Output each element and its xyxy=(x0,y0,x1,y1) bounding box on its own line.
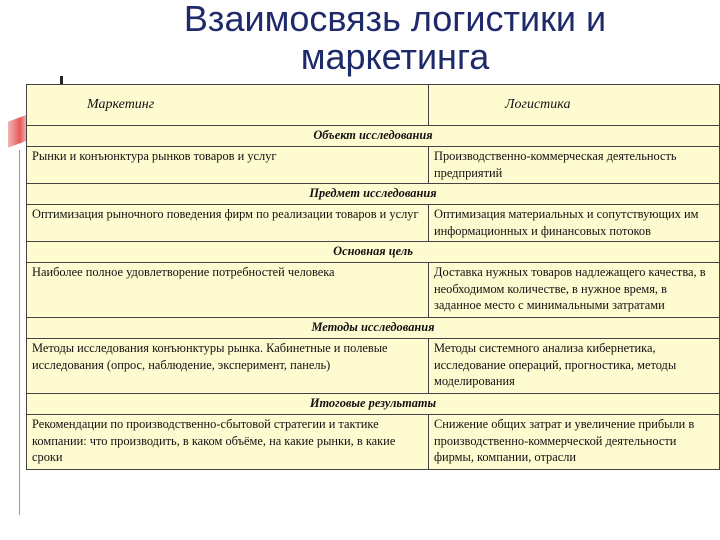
table-row xyxy=(27,205,720,242)
comparison-table xyxy=(26,84,720,470)
slide-title: Взаимосвязь логистики и маркетинга xyxy=(183,0,607,77)
table-row xyxy=(27,147,720,184)
logistics-cell: Доставка нужных товаров надлежащего качества, в необходимом количестве, в нужное время, в заданное место с минимальными затратами xyxy=(429,263,720,318)
table-header-row xyxy=(27,85,720,126)
comparison-table-grid xyxy=(26,84,720,470)
decorative-red-accent xyxy=(8,114,28,147)
section-heading-row xyxy=(27,184,720,205)
marketing-cell: Рекомендации по производственно-сбытовой стратегии и тактике компании: что производить, в каком объёме, на какие рынки, в какие сроки xyxy=(27,415,429,470)
marketing-cell: Рынки и конъюнктура рынков товаров и услуг xyxy=(27,147,429,184)
marketing-cell: Наиболее полное удовлетворение потребностей человека xyxy=(27,263,429,318)
section-heading-row xyxy=(27,126,720,147)
marketing-cell: Оптимизация рыночного поведения фирм по реализации товаров и услуг xyxy=(27,205,429,242)
logistics-cell: Снижение общих затрат и увеличение прибыли в производственно-коммерческой деятельности фирмы, компании, отрасли xyxy=(429,415,720,470)
section-heading-row xyxy=(27,242,720,263)
section-heading: Итоговые результаты xyxy=(27,394,720,415)
section-heading-row xyxy=(27,318,720,339)
header-marketing: Маркетинг xyxy=(27,85,429,126)
marketing-cell: Методы исследования конъюнктуры рынка. Кабинетные и полевые исследования (опрос, наблюдение, эксперимент, панель) xyxy=(27,339,429,394)
table-row xyxy=(27,339,720,394)
decorative-left-line xyxy=(19,150,20,515)
header-logistics: Логистика xyxy=(429,85,720,126)
logistics-cell: Производственно-коммерческая деятельность предприятий xyxy=(429,147,720,184)
logistics-cell: Оптимизация материальных и сопутствующих им информационных и финансовых потоков xyxy=(429,205,720,242)
table-row xyxy=(27,415,720,470)
section-heading: Методы исследования xyxy=(27,318,720,339)
section-heading: Объект исследования xyxy=(27,126,720,147)
section-heading: Основная цель xyxy=(27,242,720,263)
table-row xyxy=(27,263,720,318)
logistics-cell: Методы системного анализа кибернетика, исследование операций, прогностика, методы моделирования xyxy=(429,339,720,394)
section-heading: Предмет исследования xyxy=(27,184,720,205)
section-heading-row xyxy=(27,394,720,415)
